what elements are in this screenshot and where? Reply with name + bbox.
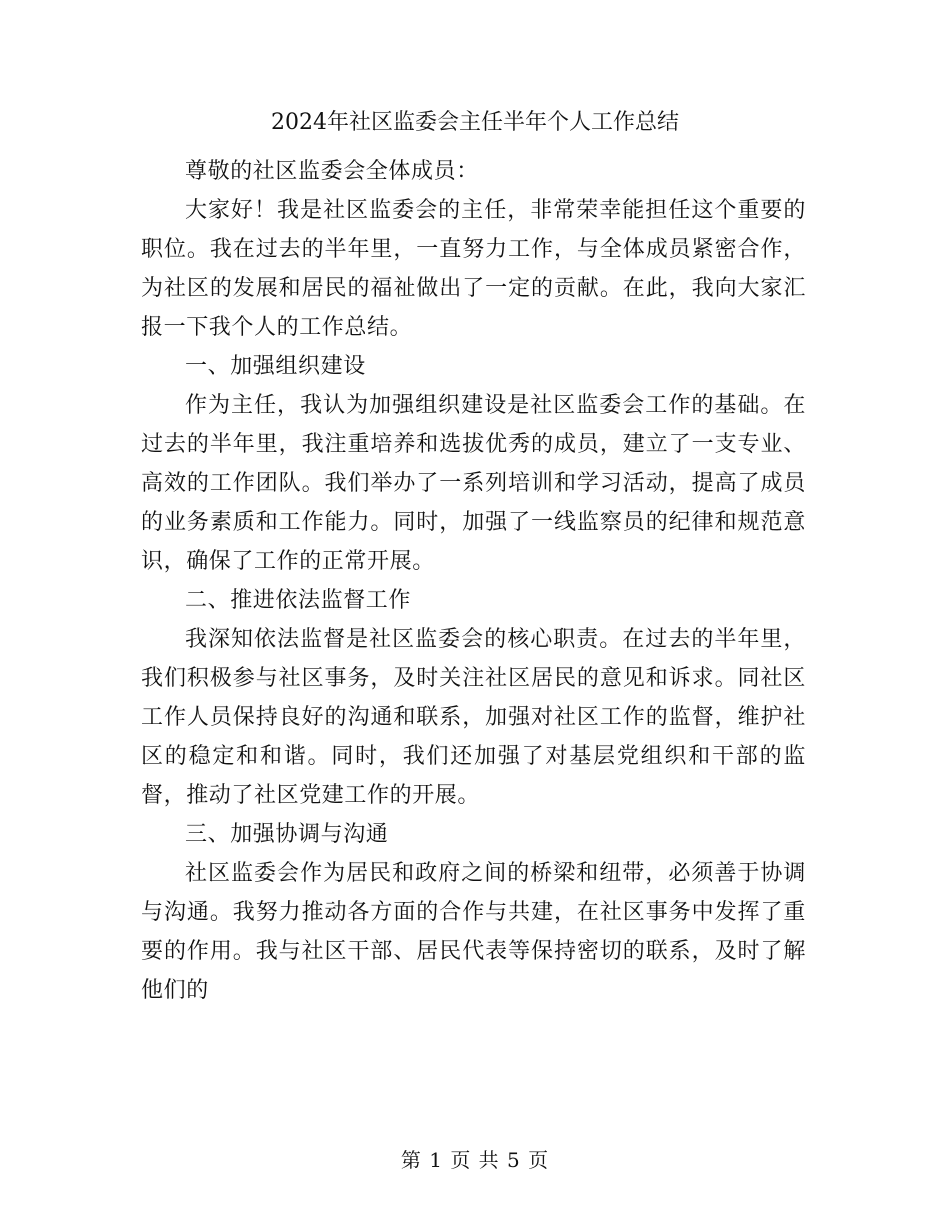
- page-footer: 第 1 页 共 5 页: [400, 1148, 550, 1172]
- paragraph-section-3: 社区监委会作为居民和政府之间的桥梁和纽带，必须善于协调与沟通。我努力推动各方面的合作与共建，在社区事务中发挥了重要的作用。我与社区干部、居民代表等保持密切的联系，及时了解他们的: [141, 861, 806, 1003]
- section-heading-1: 一、加强组织建设: [185, 354, 366, 379]
- section-heading-3: 三、加强协调与沟通: [185, 822, 389, 847]
- document-title: 2024年社区监委会主任半年个人工作总结: [271, 110, 679, 135]
- salutation: 尊敬的社区监委会全体成员：: [185, 159, 479, 184]
- document-body: [141, 152, 806, 1010]
- section-heading-2: 二、推进依法监督工作: [185, 588, 412, 613]
- paragraph-section-2: 我深知依法监督是社区监委会的核心职责。在过去的半年里，我们积极参与社区事务，及时关注社区居民的意见和诉求。同社区工作人员保持良好的沟通和联系，加强对社区工作的监督，维护社区的稳定和和谐。同时，我们还加强了对基层党组织和干部的监督，推动了社区党建工作的开展。: [141, 627, 806, 808]
- paragraph-section-1: 作为主任，我认为加强组织建设是社区监委会工作的基础。在过去的半年里，我注重培养和选拔优秀的成员，建立了一支专业、高效的工作团队。我们举办了一系列培训和学习活动，提高了成员的业务素质和工作能力。同时，加强了一线监察员的纪律和规范意识，确保了工作的正常开展。: [141, 393, 806, 574]
- paragraph-intro: 大家好！我是社区监委会的主任，非常荣幸能担任这个重要的职位。我在过去的半年里，一直努力工作，与全体成员紧密合作，为社区的发展和居民的福祉做出了一定的贡献。在此，我向大家汇报一下我个人的工作总结。: [141, 198, 806, 340]
